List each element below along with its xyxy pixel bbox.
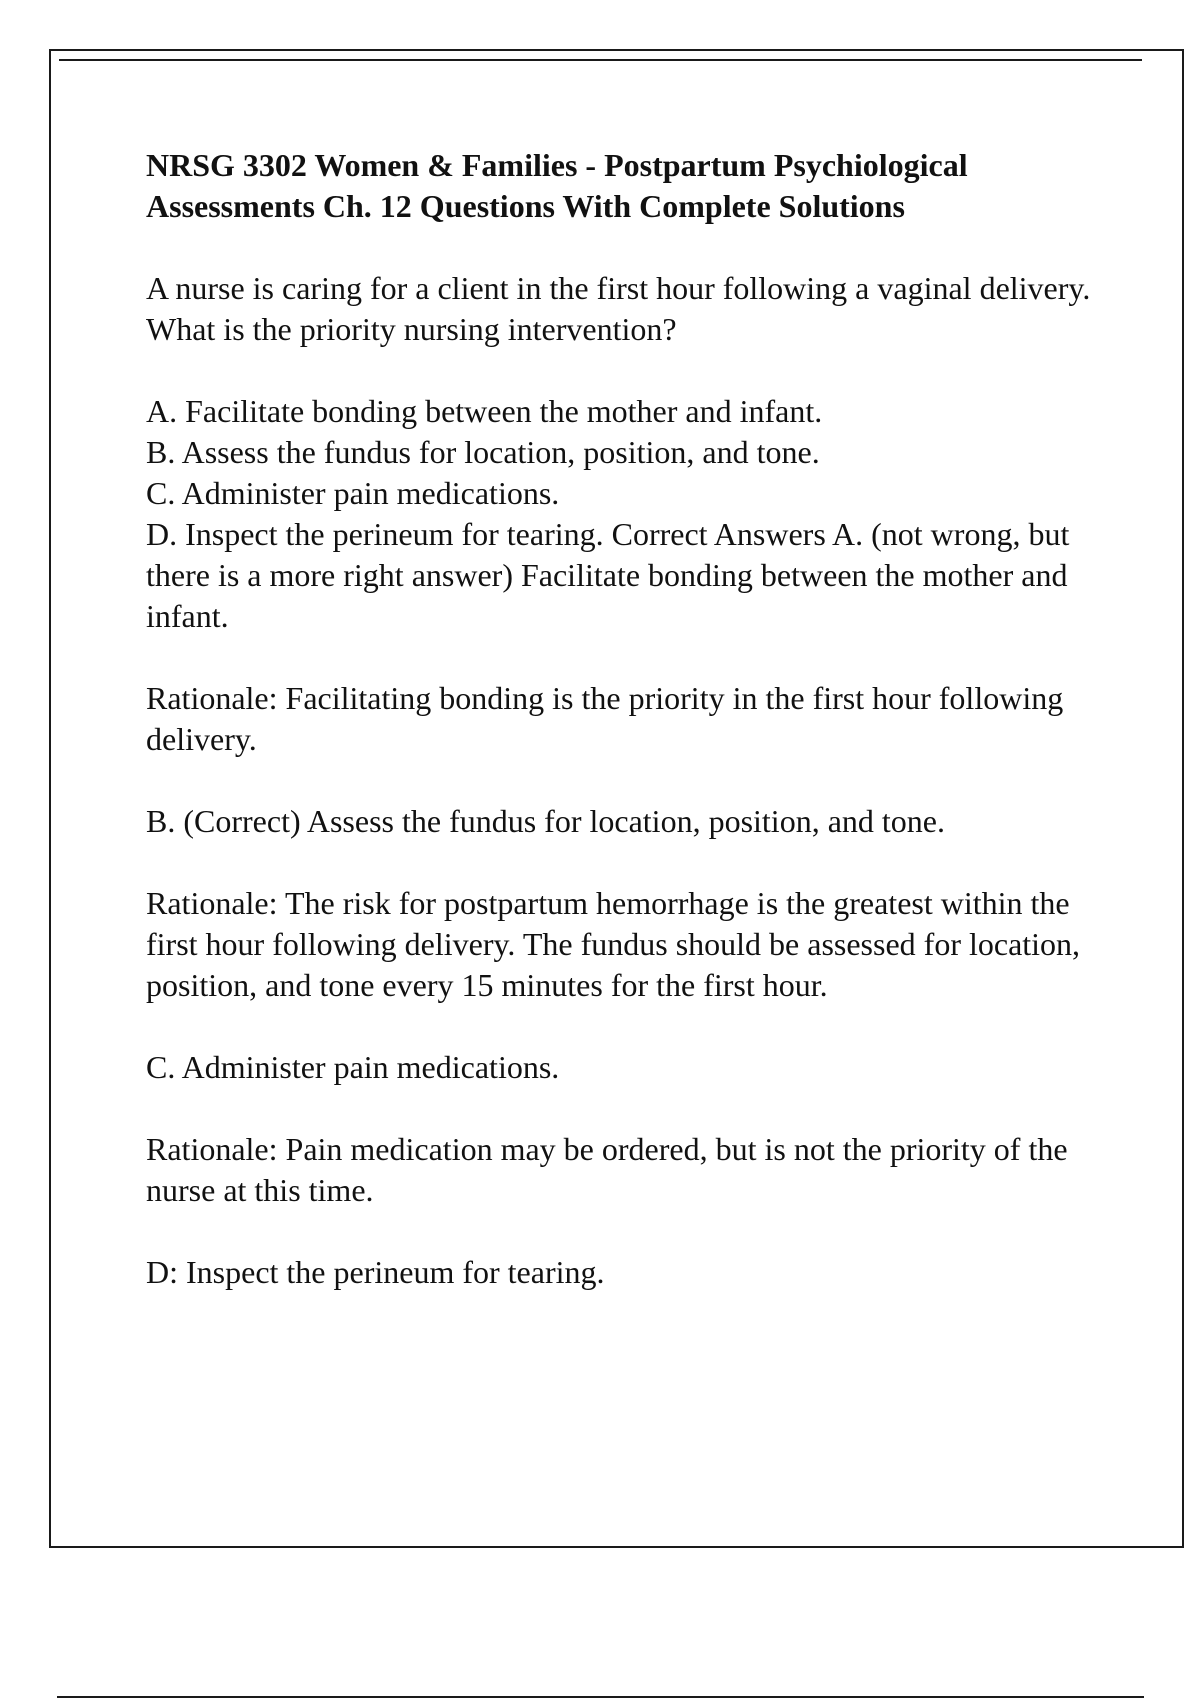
rationale-c: Rationale: Pain medication may be ordered, but is not the priority of the nurse at this time. (146, 1131, 1068, 1208)
question-text: A nurse is caring for a client in the first hour following a vaginal delivery. What is the priority nursing intervention? (146, 270, 1091, 347)
document-title: NRSG 3302 Women & Families - Postpartum Psychiological Assessments Ch. 12 Questions With Complete Solutions (146, 147, 968, 224)
option-a: A. Facilitate bonding between the mother and infant. (146, 393, 823, 429)
answer-options (146, 391, 1096, 637)
top-rule (59, 59, 1142, 61)
option-c: C. Administer pain medications. (146, 475, 560, 511)
answer-c: C. Administer pain medications. (146, 1049, 560, 1085)
answer-d: D: Inspect the perineum for tearing. (146, 1254, 605, 1290)
option-b: B. Assess the fundus for location, position, and tone. (146, 434, 820, 470)
rationale-b: Rationale: The risk for postpartum hemorrhage is the greatest within the first hour following delivery. The fundus should be assessed for location, position, and tone every 15 minutes for the first hour. (146, 885, 1081, 1003)
rationale-a: Rationale: Facilitating bonding is the priority in the first hour following delivery. (146, 680, 1064, 757)
answer-b: B. (Correct) Assess the fundus for location, position, and tone. (146, 803, 945, 839)
document-body (146, 145, 1096, 1293)
option-d-with-answer: D. Inspect the perineum for tearing. Correct Answers A. (not wrong, but there is a more right answer) Facilitate bonding between the mother and infant. (146, 516, 1070, 634)
bottom-rule (57, 1696, 1144, 1698)
